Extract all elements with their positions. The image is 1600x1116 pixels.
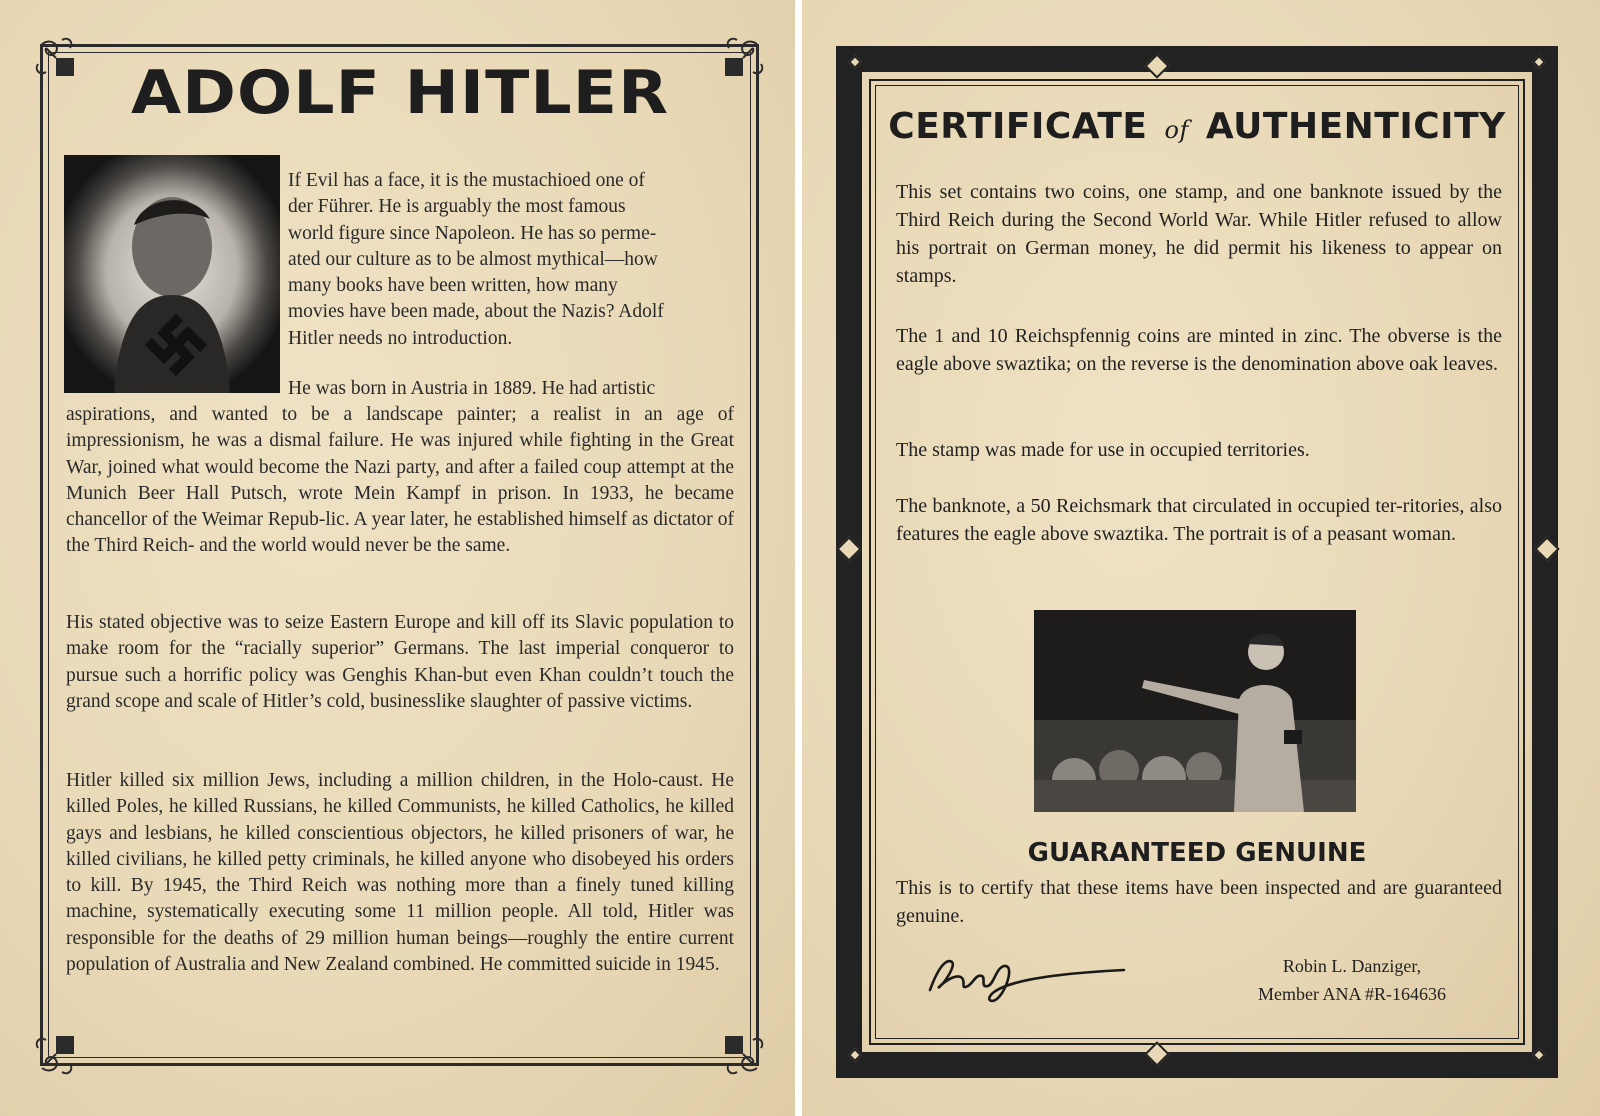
bio-line: ated our culture as to be almost mythical—how bbox=[288, 248, 658, 270]
historic-photo bbox=[1034, 610, 1356, 812]
bio-paragraph-2: aspirations, and wanted to be a landscape painter; a realist in an age of impressionism, he was a dismal failure. He was injured while fighting in the Great War, joined what would become the Nazi party, and after a failed coup attempt at the Munich Beer Hall Putsch, wrote Mein Kampf in prison. In 1933, he became chancellor of the Weimar Repub-lic. A year later, he established himself as dictator of the Third Reich- and the world would never be the same. bbox=[66, 404, 734, 557]
fleur-corner-ornament-icon bbox=[32, 1014, 96, 1078]
signer-membership: Member ANA #R-164636 bbox=[1258, 984, 1446, 1004]
certificate-title-of: of bbox=[1164, 116, 1189, 144]
certificate-paragraph-4: The banknote, a 50 Reichsmark that circulated in occupied ter-ritories, also features the eagle above swaztika. The portrait is of a peasant woman. bbox=[896, 495, 1502, 545]
bio-paragraph-4: Hitler killed six million Jews, including a million children, in the Holo-caust. He killed Poles, he killed Russians, he killed Communists, he killed Catholics, he killed gays and lesbians, he killed conscientious objectors, he killed prisoners of war, he killed civilians, he killed petty criminals, he killed anyone who disobeyed his orders to kill. By 1945, the Third Reich was nothing more than a finely tuned killing machine, systematically executing some 11 million people. All told, Hitler was responsible for the deaths of 29 million human beings—roughly the entire current population of Australia and New Zealand combined. He committed suicide in 1945. bbox=[66, 770, 734, 976]
bio-line: der Führer. He is arguably the most famous bbox=[288, 196, 626, 218]
bio-line: movies have been made, about the Nazis? Adolf bbox=[288, 301, 664, 323]
bio-paragraph-2-first-line: He was born in Austria in 1889. He had artistic bbox=[288, 378, 656, 399]
signature bbox=[924, 948, 1144, 1008]
certificate-title bbox=[880, 106, 1514, 147]
certificate-paragraph-3: The stamp was made for use in occupied territories. bbox=[896, 439, 1310, 461]
page-title: ADOLF HITLER bbox=[130, 58, 670, 128]
bio-line: world figure since Napoleon. He has so perme- bbox=[288, 222, 657, 244]
bio-line: Hitler needs no introduction. bbox=[288, 327, 513, 349]
certificate-title-part1: CERTIFICATE bbox=[888, 106, 1148, 147]
guaranteed-genuine-heading: GUARANTEED GENUINE bbox=[1027, 838, 1367, 868]
bio-line: many books have been written, how many bbox=[288, 275, 618, 297]
guarantee-statement: This is to certify that these items have been inspected and are guaranteed genuine. bbox=[896, 877, 1502, 927]
certificate-paragraph-1: This set contains two coins, one stamp, and one banknote issued by the Third Reich during the Second World War. While Hitler refused to allow his portrait on German money, he did permit his likeness to appear on stamps. bbox=[896, 181, 1502, 287]
bio-paragraph-1 bbox=[288, 168, 734, 352]
bio-paragraph-3: His stated objective was to seize Eastern Europe and kill off its Slavic population to make room for the “racially superior” Germans. The last imperial conqueror to pursue such a horrific policy was Genghis Khan-but even Khan couldn’t touch the grand scope and scale of Hitler’s cold, businesslike slaughter of passive victims. bbox=[66, 612, 734, 712]
certificate-title-part2: AUTHENTICITY bbox=[1205, 106, 1506, 147]
bio-line: If Evil has a face, it is the mustachioed one of bbox=[288, 170, 645, 191]
fleur-corner-ornament-icon bbox=[703, 1014, 767, 1078]
signer-name: Robin L. Danziger, bbox=[1282, 956, 1422, 976]
certificate-paragraph-2: The 1 and 10 Reichspfennig coins are minted in zinc. The obverse is the eagle above swaztika; on the reverse is the denomination above oak leaves. bbox=[896, 325, 1502, 375]
biography-card bbox=[0, 0, 795, 1116]
portrait-photo bbox=[64, 155, 280, 393]
